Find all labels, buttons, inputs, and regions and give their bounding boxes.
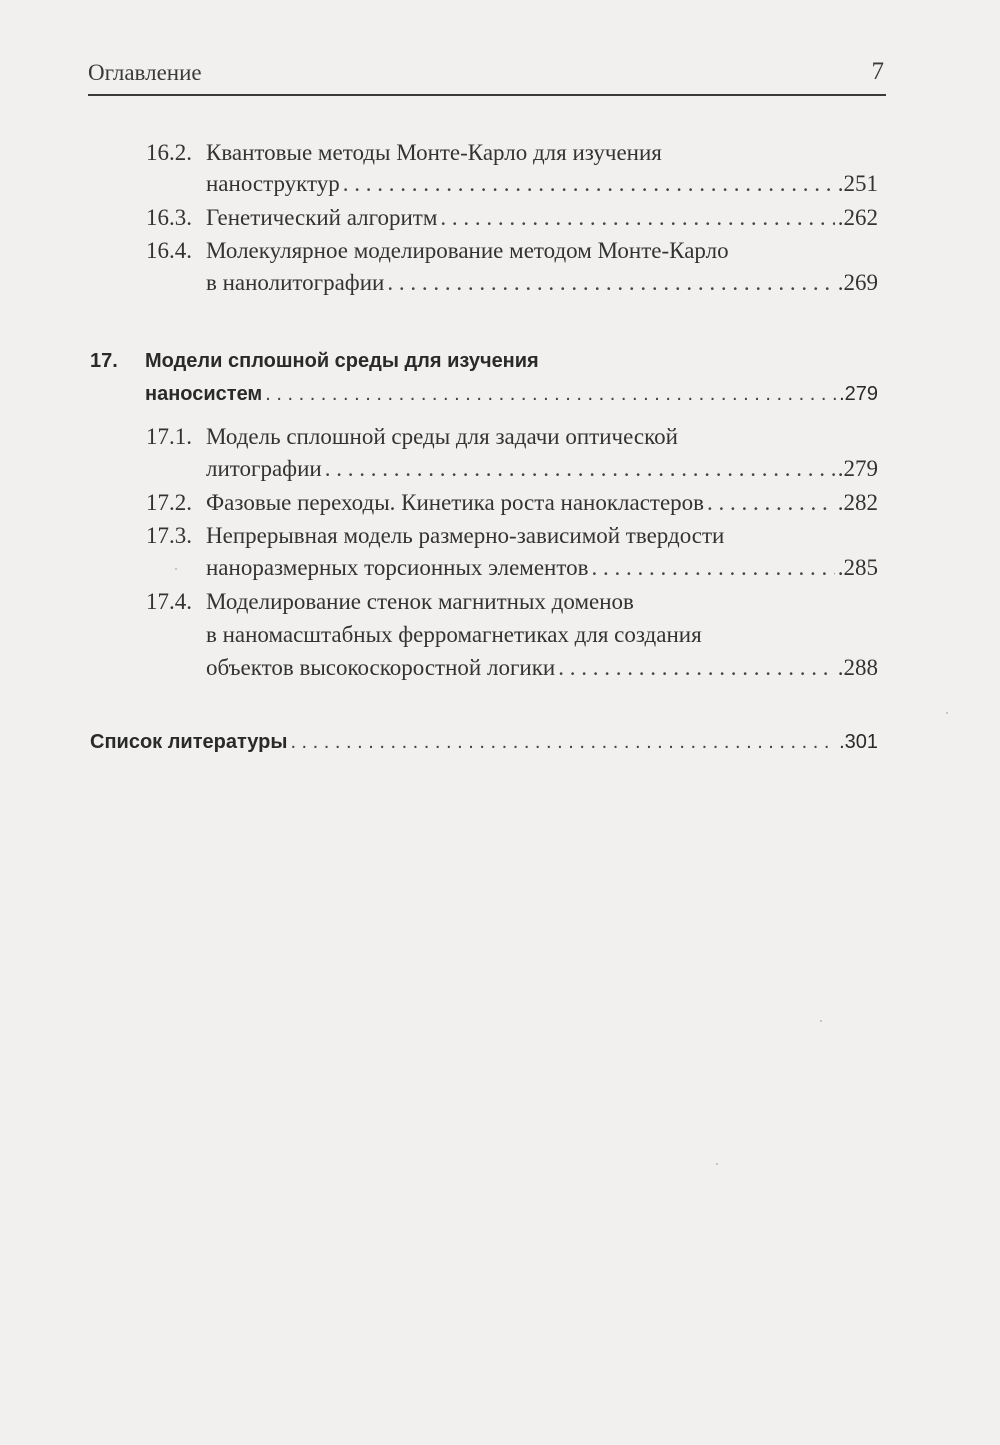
dot-leader — [265, 383, 836, 406]
toc-entry-title: Генетический алгоритм — [206, 205, 438, 230]
toc-entry-page: .251 — [837, 171, 878, 196]
dot-leader — [440, 205, 834, 231]
paper-speck — [716, 1163, 718, 1165]
header-page-number: 7 — [871, 58, 884, 85]
toc-entry-title: Молекулярное моделирование методом Монте-Карло — [206, 238, 729, 263]
paper-speck — [175, 568, 177, 570]
toc-entry-title: Модель сплошной среды для задачи оптической — [206, 424, 678, 449]
toc-entry-number: 17.4. — [146, 589, 192, 614]
toc-entry-number: 17.3. — [146, 523, 192, 548]
toc-entry-page: .269 — [837, 270, 878, 295]
toc-entry-title: Моделирование стенок магнитных доменов — [206, 589, 634, 614]
toc-entry-number: 16.4. — [146, 238, 192, 263]
toc-entry-number: 16.3. — [146, 205, 192, 230]
toc-entry-number: 17.2. — [146, 490, 192, 515]
toc-chapter-page: .279 — [839, 383, 878, 405]
dot-leader — [290, 731, 836, 754]
toc-chapter-title-cont: наносистем — [145, 383, 263, 405]
toc-entry-page: .282 — [837, 490, 878, 515]
toc-entry-title-cont: в наномасштабных ферромагнетиках для создания — [206, 622, 702, 647]
toc-entry-title-cont: литографии — [206, 456, 322, 481]
toc-entry-number: 17.1. — [146, 424, 192, 449]
paper-speck — [820, 1020, 822, 1022]
toc-entry-page: .285 — [837, 555, 878, 580]
toc-entry-title: Квантовые методы Монте-Карло для изучения — [206, 140, 662, 165]
toc-entry-page: .288 — [837, 655, 878, 680]
toc-entry-page: .262 — [837, 205, 878, 230]
toc-entry-title-cont: объектов высокоскоростной логики — [206, 655, 556, 680]
toc-chapter-number: 17. — [90, 350, 118, 372]
paper-speck — [946, 712, 948, 714]
toc-bibliography-title: Список литературы — [90, 731, 288, 753]
toc-entry-number: 16.2. — [146, 140, 192, 165]
running-header — [88, 60, 886, 96]
header-title: Оглавление — [88, 60, 202, 85]
dot-leader — [591, 555, 834, 581]
toc-entry-title: Фазовые переходы. Кинетика роста нанокластеров — [206, 490, 705, 515]
toc-entry-title: Непрерывная модель размерно-зависимой твердости — [206, 523, 725, 548]
toc-bibliography-page: .301 — [839, 731, 878, 753]
dot-leader — [707, 490, 835, 516]
toc-chapter-title: Модели сплошной среды для изучения — [145, 350, 539, 372]
toc-entry-title-cont: в нанолитографии — [206, 270, 385, 295]
toc-entry-page: .279 — [837, 456, 878, 481]
toc-entry-title-cont: наноструктур — [206, 171, 340, 196]
dot-leader — [343, 171, 835, 197]
dot-leader — [325, 456, 835, 482]
dot-leader — [387, 270, 834, 296]
dot-leader — [558, 655, 835, 681]
toc-entry-title-cont: наноразмерных торсионных элементов — [206, 555, 589, 580]
